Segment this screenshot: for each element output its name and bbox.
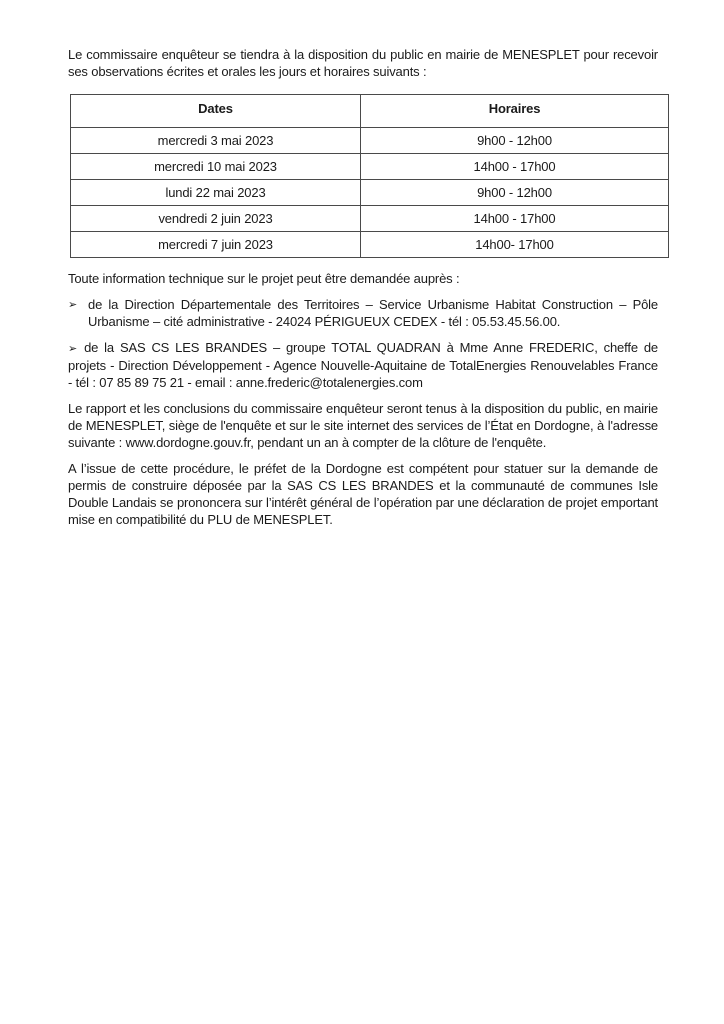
bullet-item — [68, 339, 658, 391]
table-row — [71, 128, 669, 154]
time-cell: 9h00 - 12h00 — [361, 180, 669, 206]
arrowhead-bullet-icon: ➢ — [68, 298, 78, 311]
date-cell: mercredi 7 juin 2023 — [71, 232, 361, 258]
arrowhead-bullet-icon: ➢ — [68, 342, 78, 355]
report-paragraph: Le rapport et les conclusions du commissaire enquêteur seront tenus à la disposition du public, en mairie de MENESPLET, siège de l'enquête et sur le site internet des services de l’État en Dordogne, à l'adresse suivante : www.dordogne.gouv.fr, pendant un an à compter de la clôture de l'enquête. — [68, 401, 658, 450]
table-row — [71, 232, 669, 258]
date-cell: lundi 22 mai 2023 — [71, 180, 361, 206]
table-row — [71, 180, 669, 206]
table-row — [71, 154, 669, 180]
time-cell: 14h00- 17h00 — [361, 232, 669, 258]
time-cell: 14h00 - 17h00 — [361, 154, 669, 180]
bullet-text: de la Direction Départementale des Territoires – Service Urbanisme Habitat Construction – Pôle Urbanisme – cité administrative - 24024 PÉRIGUEUX CEDEX - tél : 05.53.45.56.00. — [88, 297, 658, 329]
schedule-table — [70, 94, 669, 258]
table-header-dates: Dates — [71, 95, 361, 128]
closing-paragraph: A l’issue de cette procédure, le préfet de la Dordogne est compétent pour statuer sur la demande de permis de construire déposée par la SAS CS LES BRANDES et la communauté de communes Isle Double Landais se prononcera sur l’intérêt général de l’opération par une déclaration de projet emportant mise en compatibilité du PLU de MENESPLET. — [68, 461, 658, 527]
table-header-horaires: Horaires — [361, 95, 669, 128]
bullet-item — [68, 296, 658, 330]
time-cell: 9h00 - 12h00 — [361, 128, 669, 154]
table-row — [71, 206, 669, 232]
date-cell: mercredi 10 mai 2023 — [71, 154, 361, 180]
time-cell: 14h00 - 17h00 — [361, 206, 669, 232]
table-header-row — [71, 95, 669, 128]
date-cell: vendredi 2 juin 2023 — [71, 206, 361, 232]
bullet-text: de la SAS CS LES BRANDES – groupe TOTAL QUADRAN à Mme Anne FREDERIC, cheffe de projets - Direction Développement - Agence Nouvelle-Aquitaine de TotalEnergies Renouvelables France - tél : 07 85 89 75 21 - email : anne.frederic@totalenergies.com — [68, 340, 658, 390]
info-heading: Toute information technique sur le projet peut être demandée auprès : — [68, 271, 460, 286]
intro-paragraph: Le commissaire enquêteur se tiendra à la disposition du public en mairie de MENESPLET pour recevoir ses observations écrites et orales les jours et horaires suivants : — [68, 47, 658, 79]
date-cell: mercredi 3 mai 2023 — [71, 128, 361, 154]
